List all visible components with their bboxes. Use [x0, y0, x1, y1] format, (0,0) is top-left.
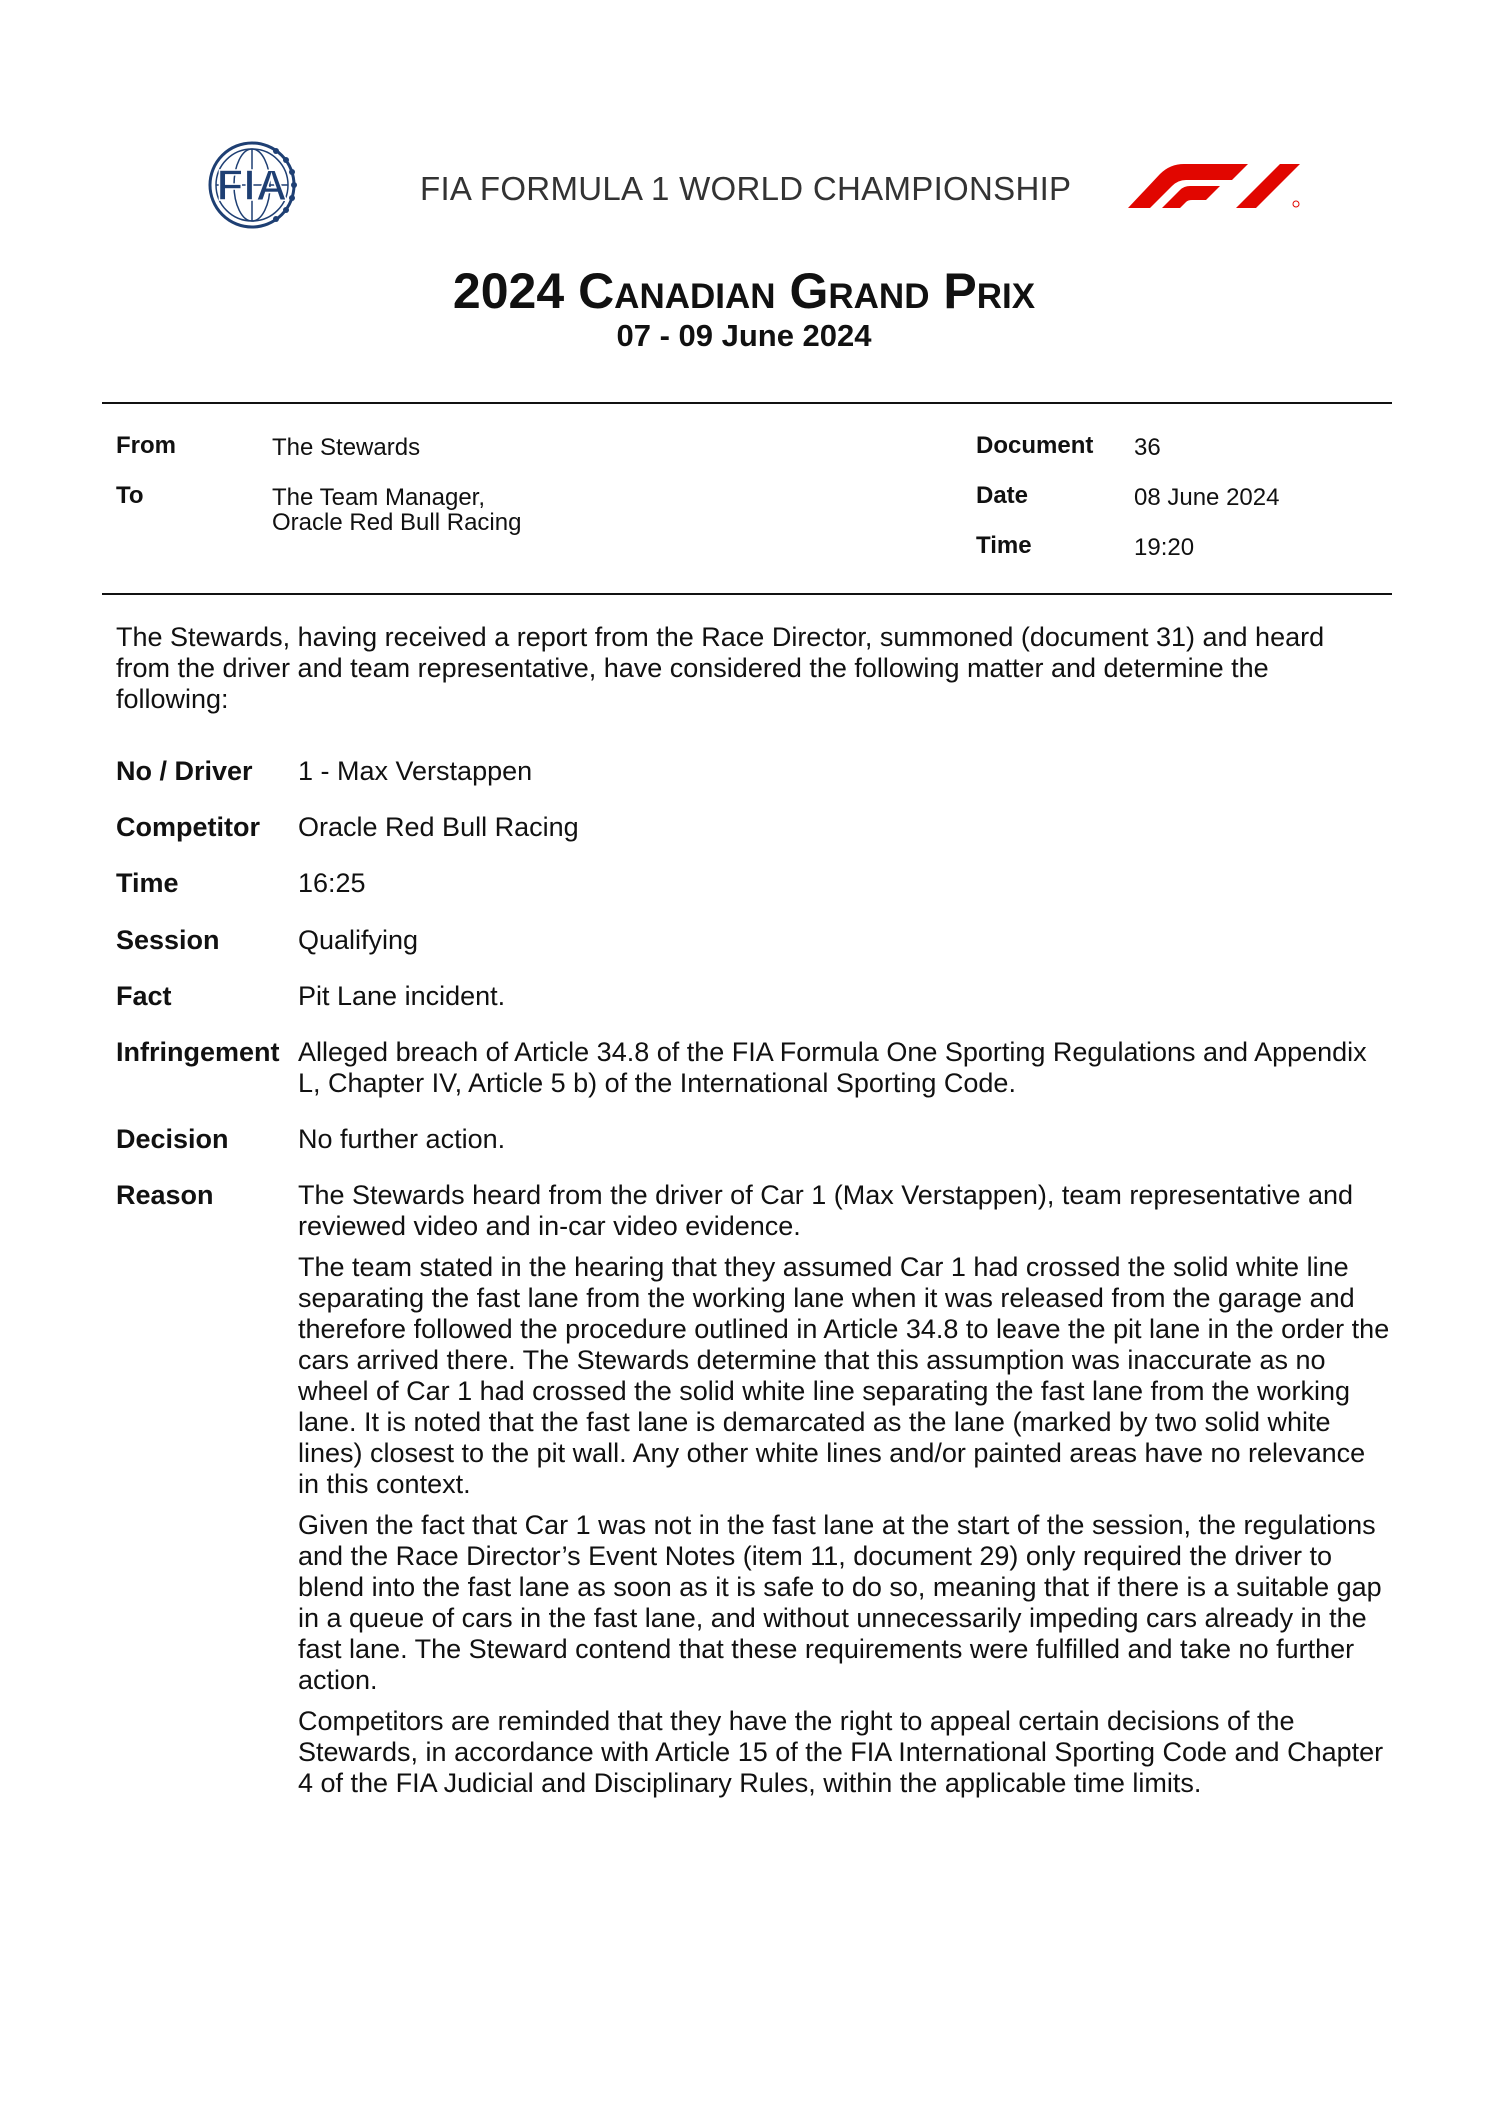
f1-logo-icon	[1120, 160, 1305, 210]
reason-paragraph-4: Competitors are reminded that they have the right to appeal certain decisions of the Stewards, in accordance with Article 15 of the FIA International Sporting Code and Chapter 4 of the FIA Judicial and Disciplinary Rules, within the applicable time limits.	[298, 1706, 1384, 1798]
competitor-label: Competitor	[116, 812, 260, 842]
driver-value: 1 - Max Verstappen	[298, 756, 533, 786]
intro-paragraph: The Stewards, having received a report from the Race Director, summoned (document 31) and heard from the driver and team representative, have considered the following matter and determine the following:	[116, 622, 1325, 714]
grand-prix-title	[0, 262, 1488, 320]
incident-time-label: Time	[116, 868, 179, 898]
driver-label: No / Driver	[116, 756, 253, 786]
reason-paragraph-3: Given the fact that Car 1 was not in the fast lane at the start of the session, the regulations and the Race Director’s Event Notes (item 11, document 29) only required the driver to blend into the fast lane as soon as it is safe to do so, meaning that if there is a suitable gap in a queue of cars in the fast lane, and without unnecessarily impeding cars already in the fast lane. The Steward contend that these requirements were fulfilled and take no further action.	[298, 1510, 1382, 1695]
infringement-label: Infringement	[116, 1037, 280, 1067]
document-header	[0, 130, 1488, 240]
to-label: To	[116, 482, 144, 509]
session-value: Qualifying	[298, 925, 419, 955]
grand-prix-name-word2: Grand	[789, 263, 930, 319]
fact-value: Pit Lane incident.	[298, 981, 506, 1011]
top-divider	[102, 402, 1392, 404]
to-value-line1: The Team Manager,	[272, 484, 486, 511]
document-label: Document	[976, 432, 1094, 459]
fia-logo-icon	[190, 140, 315, 230]
competitor-value: Oracle Red Bull Racing	[298, 812, 579, 842]
time-value: 19:20	[1134, 534, 1195, 561]
grand-prix-year: 2024	[452, 263, 565, 319]
from-value: The Stewards	[272, 434, 421, 461]
reason-paragraph-2: The team stated in the hearing that they assumed Car 1 had crossed the solid white line separating the fast lane from the working lane when it was released from the garage and therefore followed the procedure outlined in Article 34.8 to leave the pit lane in the order the cars arrived there. The Stewards determine that this assumption was inaccurate as no wheel of Car 1 had crossed the solid white line separating the fast lane from the working lane. It is noted that the fast lane is demarcated as the lane (marked by two solid white lines) closest to the pit wall. Any other white lines and/or painted areas have no relevance in this context.	[298, 1252, 1390, 1499]
reason-paragraph-1: The Stewards heard from the driver of Car 1 (Max Verstappen), team representative and reviewed video and in-car video evidence.	[298, 1180, 1354, 1241]
from-label: From	[116, 432, 176, 459]
decision-value: No further action.	[298, 1124, 506, 1154]
grand-prix-name-word1: Canadian	[578, 263, 776, 319]
reason-block	[298, 1180, 1390, 1809]
date-label: Date	[976, 482, 1029, 509]
fact-label: Fact	[116, 981, 172, 1011]
grand-prix-name-word3: Prix	[943, 263, 1036, 319]
decision-label: Decision	[116, 1124, 229, 1154]
date-value: 08 June 2024	[1134, 484, 1280, 511]
document-value: 36	[1134, 434, 1161, 461]
reason-label: Reason	[116, 1180, 214, 1210]
championship-title: FIA FORMULA 1 WORLD CHAMPIONSHIP	[420, 170, 1072, 207]
infringement-value: Alleged breach of Article 34.8 of the FIA Formula One Sporting Regulations and Appendix L, Chapter IV, Article 5 b) of the International Sporting Code.	[298, 1037, 1367, 1098]
event-dates: 07 - 09 June 2024	[616, 318, 872, 353]
bottom-divider	[102, 593, 1392, 595]
to-value-line2: Oracle Red Bull Racing	[272, 509, 522, 536]
time-label: Time	[976, 532, 1032, 559]
incident-time-value: 16:25	[298, 868, 366, 898]
fia-logo-text: FIA	[216, 161, 288, 210]
session-label: Session	[116, 925, 220, 955]
